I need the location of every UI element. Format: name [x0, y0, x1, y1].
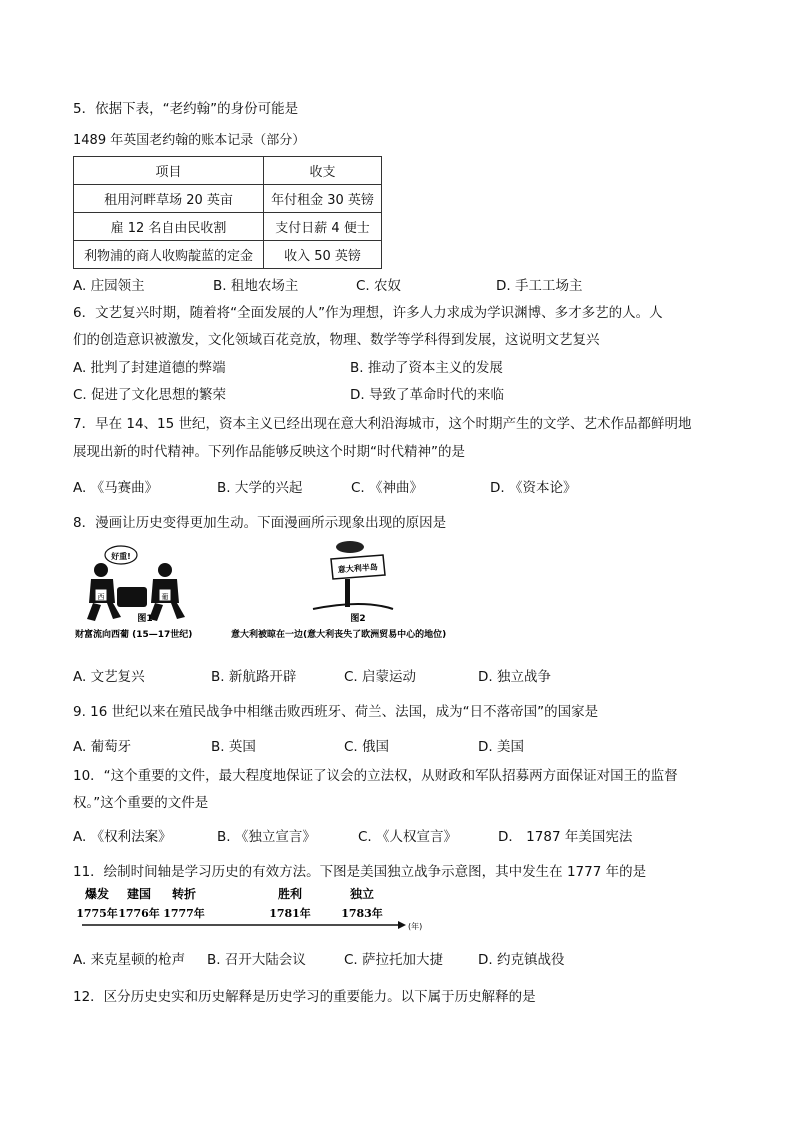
- timeline-year: 1777年: [163, 907, 205, 920]
- timeline-unit: (年): [408, 922, 423, 931]
- q8-option-d: D. 独立战争: [478, 669, 551, 685]
- timeline-event: 建国: [126, 887, 152, 901]
- q10-line2: 权。”这个重要的文件是: [73, 795, 209, 811]
- q6-option-b: B. 推动了资本主义的发展: [350, 360, 503, 376]
- history-cartoon: [73, 537, 493, 645]
- q7-option-d: D. 《资本论》: [490, 480, 577, 496]
- q9-option-a: A. 葡萄牙: [73, 739, 132, 755]
- table-row: [74, 241, 382, 269]
- q5-stem: 5．依据下表，“老约翰”的身份可能是: [73, 101, 299, 117]
- q5-option-a: A. 庄园领主: [73, 278, 145, 294]
- table-cell: 雇 12 名自由民收割: [74, 213, 264, 241]
- figure-1-label: 图1: [137, 614, 153, 624]
- q9-option-c: C. 俄国: [344, 739, 390, 755]
- q11-option-d: D. 约克镇战役: [478, 952, 565, 968]
- q10-option-b: B. 《独立宣言》: [217, 829, 316, 845]
- q7-option-c: C. 《神曲》: [351, 480, 424, 496]
- q7-option-b: B. 大学的兴起: [217, 480, 303, 496]
- cartoon-figure-1: [87, 546, 185, 624]
- q10-option-a: A. 《权利法案》: [73, 829, 172, 845]
- table-header-row: [74, 157, 382, 185]
- arrow-right-icon: [398, 921, 406, 929]
- cartoon-caption-2: 意大利被晾在一边(意大利丧失了欧洲贸易中心的地位): [231, 630, 447, 640]
- table-row: [74, 213, 382, 241]
- table-header-cell: 项目: [74, 157, 264, 185]
- q11-option-b: B. 召开大陆会议: [207, 952, 306, 968]
- bag-right-label: 葡: [161, 593, 169, 601]
- q5-option-b: B. 租地农场主: [213, 278, 299, 294]
- timeline-event: 爆发: [84, 887, 110, 901]
- q8-option-c: C. 启蒙运动: [344, 669, 417, 685]
- q9-option-b: B. 英国: [211, 739, 256, 755]
- timeline-year: 1776年: [118, 907, 160, 920]
- q10-option-c: C. 《人权宣言》: [358, 829, 458, 845]
- q8-option-a: A. 文艺复兴: [73, 669, 145, 685]
- account-table: [73, 156, 382, 269]
- table-cell: 年付租金 30 英镑: [264, 185, 382, 213]
- table-row: [74, 185, 382, 213]
- q6-line2: 们的创造意识被激发，文化领域百花竞放，物理、数学等学科得到发展，这说明文艺复兴: [73, 332, 600, 348]
- table-header-cell: 收支: [264, 157, 382, 185]
- timeline-event: 独立: [349, 887, 375, 901]
- q9-stem: 9. 16 世纪以来在殖民战争中相继击败西班牙、荷兰、法国，成为“日不落帝国”的国家是: [73, 704, 599, 720]
- q8-option-b: B. 新航路开辟: [211, 669, 297, 685]
- q7-line1: 7．早在 14、15 世纪，资本主义已经出现在意大利沿海城市，这个时期产生的文学、艺术作品都鲜明地: [73, 416, 692, 432]
- table-cell: 支付日薪 4 便士: [264, 213, 382, 241]
- q7-line2: 展现出新的时代精神。下列作品能够反映这个时期“时代精神”的是: [73, 444, 465, 460]
- sign-label: 意大利半岛: [337, 562, 379, 575]
- figure-2-label: 图2: [350, 614, 366, 624]
- timeline-event: 转折: [171, 887, 197, 901]
- table-caption: 1489 年英国老约翰的账本记录（部分）: [73, 133, 306, 148]
- q11-option-a: A. 来克星顿的枪声: [73, 952, 186, 968]
- q9-option-d: D. 美国: [478, 739, 524, 755]
- table-cell: 租用河畔草场 20 英亩: [74, 185, 264, 213]
- q7-option-a: A. 《马赛曲》: [73, 480, 159, 496]
- q10-line1: 10．“这个重要的文件，最大程度地保证了议会的立法权，从财政和军队招募两方面保证对国王的监督: [73, 768, 678, 784]
- q12-stem: 12．区分历史史实和历史解释是历史学习的重要能力。以下属于历史解释的是: [73, 989, 536, 1005]
- bag-left-label: 西: [97, 593, 105, 601]
- table-cell: 收入 50 英镑: [264, 241, 382, 269]
- table-cell: 利物浦的商人收购靛蓝的定金: [74, 241, 264, 269]
- q8-stem: 8．漫画让历史变得更加生动。下面漫画所示现象出现的原因是: [73, 515, 447, 531]
- timeline-diagram: [76, 884, 423, 934]
- q5-option-d: D. 手工工场主: [496, 278, 583, 294]
- q11-option-c: C. 萨拉托加大捷: [344, 952, 444, 968]
- speech-text: 好重!: [111, 552, 131, 561]
- timeline-year: 1781年: [269, 907, 311, 920]
- q6-option-c: C. 促进了文化思想的繁荣: [73, 387, 227, 403]
- cartoon-caption-1: 财富流向西葡 (15—17世纪): [75, 630, 193, 640]
- q6-option-d: D. 导致了革命时代的来临: [350, 387, 504, 403]
- q10-option-d: D． 1787 年美国宪法: [498, 829, 633, 845]
- timeline-year: 1783年: [341, 907, 383, 920]
- q6-option-a: A. 批判了封建道德的弊端: [73, 360, 226, 376]
- timeline-year: 1775年: [76, 907, 118, 920]
- q5-option-c: C. 农奴: [356, 278, 402, 294]
- q11-stem: 11．绘制时间轴是学习历史的有效方法。下图是美国独立战争示意图，其中发生在 1777 年的是: [73, 864, 647, 880]
- q6-line1: 6．文艺复兴时期，随着将“全面发展的人”作为理想，许多人力求成为学识渊博、多才多艺的人。人: [73, 305, 663, 321]
- cartoon-figure-2: [313, 541, 393, 624]
- timeline-event: 胜利: [277, 887, 303, 901]
